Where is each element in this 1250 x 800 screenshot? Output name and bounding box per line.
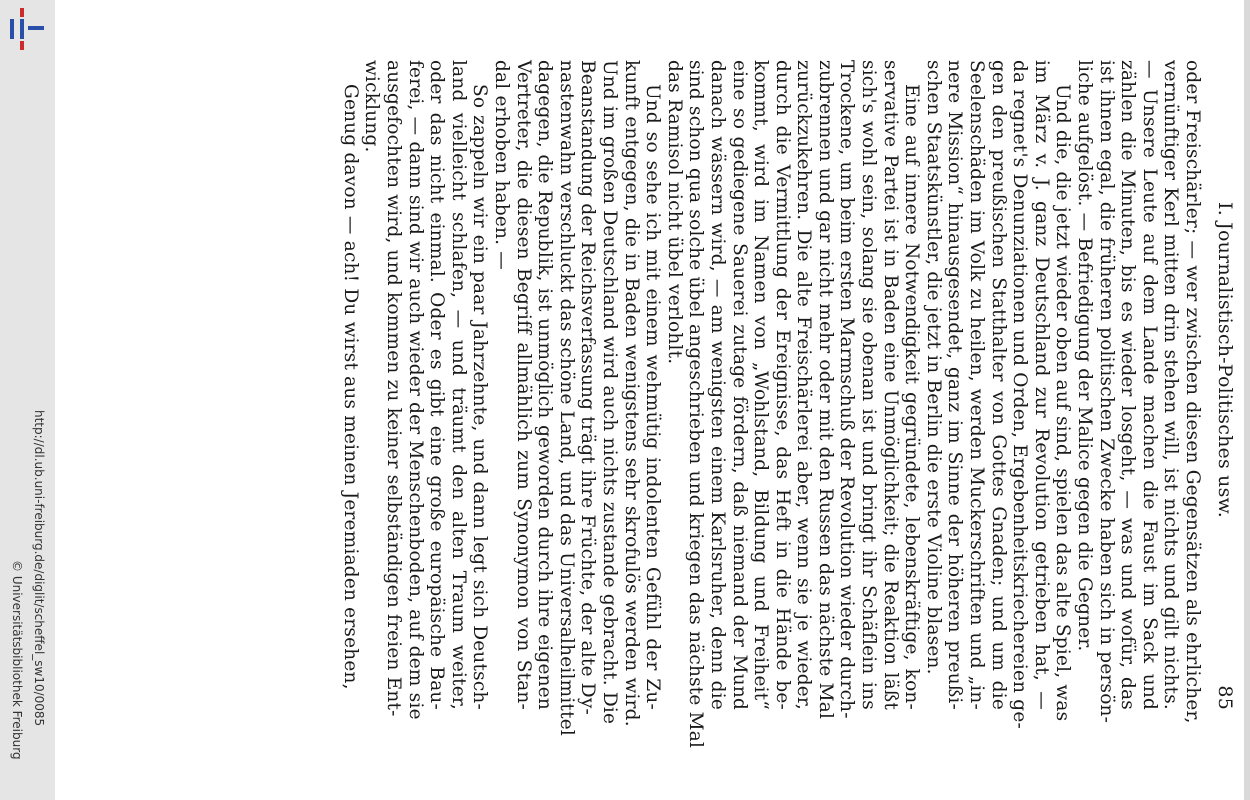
- text-line: Eine auf innere Notwendigkeit gegründete, lebenskräftige, kon-: [901, 84, 923, 710]
- text-line: So zappeln wir ein paar Jahrzehnte, und dann legt sich Deutsch-: [469, 84, 491, 710]
- page-header: [1203, 60, 1235, 710]
- text-line: servative Partei ist in Baden eine Unmöglichkeit; die Reaktion läßt: [879, 60, 901, 710]
- text-line: danach wässern wird, — am wenigsten einem Karlsruher, denn die: [706, 60, 728, 710]
- sidebar-credits: [2, 0, 54, 800]
- text-line: land vielleicht schlafen, — und träumt den alten Traum weiter,: [447, 60, 469, 710]
- text-line: liche aufgelöst. — Befriedigung der Malice gegen die Gegner.: [1074, 60, 1096, 652]
- text-line: nere Mission“ hinausgesendet, ganz im Sinne der höheren preußi-: [944, 60, 966, 710]
- page-content-rotated: [195, 60, 1236, 749]
- scanned-page: [55, 0, 1250, 800]
- text-line: ausgefochten wird, und kommen zu keiner selbständigen freien Ent-: [383, 60, 405, 717]
- text-line: Genug davon — ach! Du wirst aus meinen Jeremiaden ersehen,: [339, 84, 361, 690]
- copyright-notice: © Universitätsbibliothek Freiburg: [10, 560, 24, 760]
- text-line: Vertreter, die diesen Begriff allmählich zum Synonymon von Stan-: [512, 60, 534, 710]
- text-line: — Unsere Leute auf dem Lande machen die Faust im Sack und: [1138, 60, 1160, 710]
- text-line: Beanstandung der Reichsverfassung trägt ihre Früchte, der alte Dy-: [577, 60, 599, 715]
- scrollbar-track[interactable]: [1244, 0, 1250, 800]
- text-line: da regnet's Denunziationen und Orden, Ergebenheitskriechereien ge-: [1009, 60, 1031, 729]
- text-line: zubrennen und gar nicht mehr oder mit den Russen das nächste Mal: [814, 60, 836, 720]
- text-line: ferei, — dann sind wir auch wieder der Menschenboden, auf dem sie: [404, 60, 426, 720]
- text-line: Und die, die jetzt wieder oben auf sind, spielen das alte Spiel, was: [1052, 84, 1074, 722]
- text-line: Und im großen Deutschland wird auch nichts zustande gebracht. Die: [598, 60, 620, 725]
- text-line: schen Staatskünstler, die jetzt in Berlin die erste Violine blasen.: [922, 60, 944, 675]
- text-line: das Ramisol nicht übel verlohlt.: [663, 60, 685, 365]
- page-number: 85: [1214, 685, 1236, 710]
- text-line: im März v. J. ganz Deutschland zur Revolution getrieben hat, —: [1030, 60, 1052, 710]
- text-line: Trockene, um beim ersten Marmschuß der Revolution wieder durch-: [836, 60, 858, 719]
- text-line: sich's wohl sein, solang sie obenan ist und bringt ihr Schäflein ins: [858, 60, 880, 710]
- text-line: ist ihnen egal, die früheren politischen Zwecke haben sich in persön-: [1095, 60, 1117, 724]
- running-title: I. Journalistisch-Politisches usw.: [1214, 201, 1236, 518]
- text-line: Seelenschäden im Volk zu heilen, werden Muckerschriften und „in-: [966, 60, 988, 710]
- text-line: eine so gediegene Sauerei zutage fördern, daß niemand der Mund: [728, 60, 750, 710]
- text-line: vernünftiger Kerl mitten drin stehen will, ist nichts und gilt nichts.: [1160, 60, 1182, 710]
- text-line: wicklung.: [361, 60, 383, 153]
- text-line: dagegen, die Republik, ist unmöglich geworden durch ihre eigenen: [534, 60, 556, 710]
- text-line: durch die Vermittlung der Ereignisse, das Heft in die Hände be-: [771, 60, 793, 710]
- text-line: zählen die Minuten, bis es wieder losgeht, — was und wofür, das: [1117, 60, 1139, 710]
- text-line: oder das nicht einmal. Oder es gibt eine große europäische Bau-: [426, 60, 448, 710]
- body-text: [339, 60, 1203, 749]
- text-line: oder Freischärler; — wer zwischen diesen Gegensätzen als ehrlicher,: [1182, 60, 1203, 724]
- source-url[interactable]: http://dl.ub.uni-freiburg.de/diglit/scheffel_sw10/0085: [32, 410, 46, 727]
- text-line: nastenwahn verschluckt das schöne Land, und das Universalheilmittel: [555, 60, 577, 736]
- text-line: Und so sehe ich mit einem wehmütig indolenten Gefühl der Zu-: [642, 84, 664, 710]
- viewer-sidebar: [0, 0, 55, 800]
- text-line: sind schon qua solche übel angeschrieben und kriegen das nächste Mal: [685, 60, 707, 749]
- text-line: kommt, wird im Namen von „Wohlstand, Bildung und Freiheit“: [750, 60, 772, 710]
- text-line: kunft entgegen, die in Baden wenigstens sehr skrofulös werden wird.: [620, 60, 642, 727]
- text-line: gen den preußischen Statthalter von Gottes Gnaden; und um die: [987, 60, 1009, 710]
- text-line: zurückzukehren. Die alte Freischärlerei aber, wenn sie je wieder,: [793, 60, 815, 710]
- text-line: dal erhoben haben. —: [491, 60, 512, 271]
